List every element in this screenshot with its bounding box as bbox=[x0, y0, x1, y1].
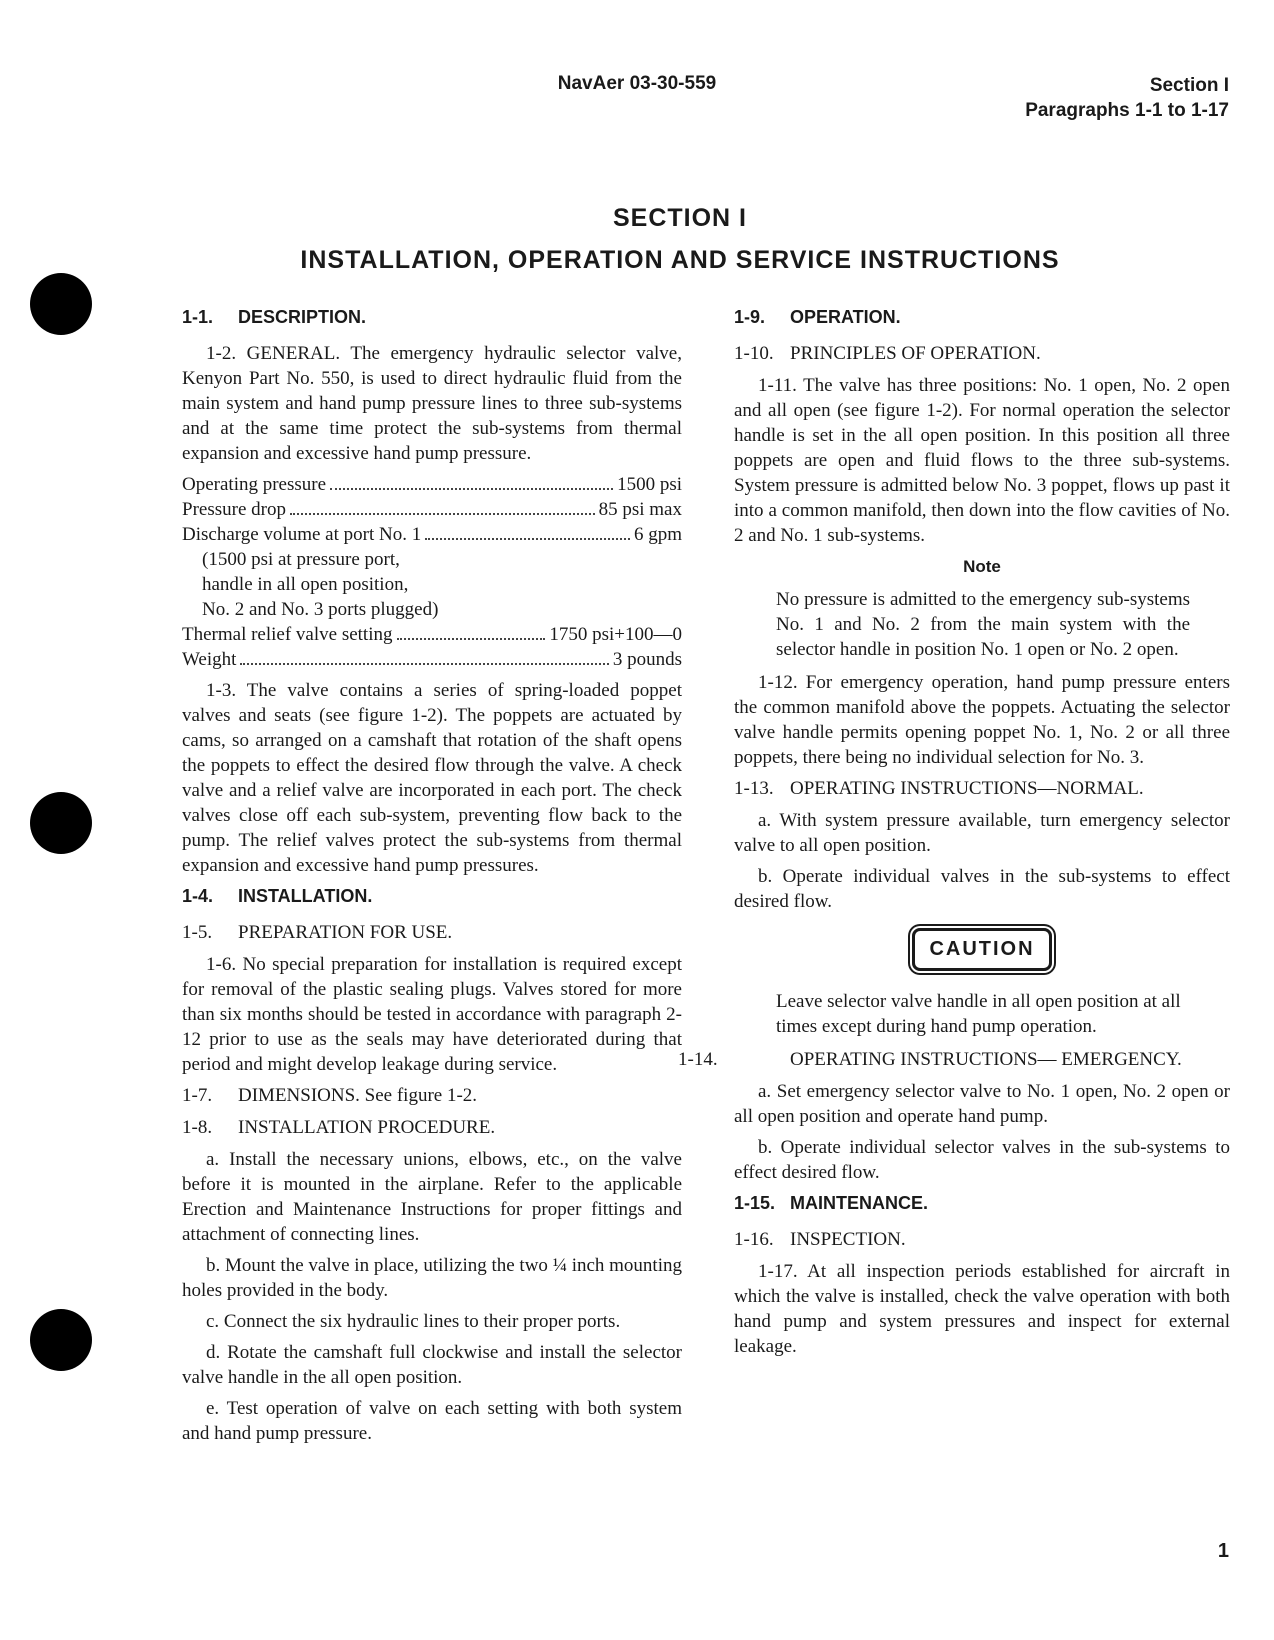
spec-row: Thermal relief valve setting 1750 psi+100—0 bbox=[182, 624, 682, 645]
paragraph-1-12: 1-12. For emergency operation, hand pump pressure enters the common manifold above the poppets. Actuating the selector valve handle permits opening poppet No. 1, No. 2 or all three poppets, there being no individual selection for No. 3. bbox=[734, 672, 1230, 768]
spec-row: Discharge volume at port No. 1 6 gpm bbox=[182, 524, 682, 545]
section-label: Section I bbox=[1149, 75, 1229, 96]
paragraph-range: Paragraphs 1-1 to 1-17 bbox=[1025, 100, 1229, 121]
normal-step-b: b. Operate individual valves in the sub-systems to effect desired flow. bbox=[734, 866, 1230, 912]
section-title: SECTION I bbox=[612, 204, 747, 232]
heading-1-10: 1-10. PRINCIPLES OF OPERATION. bbox=[734, 343, 1041, 364]
spec-list bbox=[182, 472, 682, 672]
paragraph-1-17: 1-17. At all inspection periods established for aircraft in which the valve is installed, check the valve operation with both hand pump and system pressures and inspect for external leakage. bbox=[734, 1261, 1230, 1357]
spec-note: handle in all open position, bbox=[202, 574, 409, 595]
procedure-step-b: b. Mount the valve in place, utilizing the two ¼ inch mounting holes provided in the body. bbox=[182, 1255, 682, 1301]
paragraph-1-3: 1-3. The valve contains a series of spring-loaded poppet valves and seats (see figure 1-2). The poppets are actuated by cams, so arranged on a camshaft that rotation of the shaft opens the poppets to effect the desired flow through the valve. A check valve and a relief valve are incorporated in each port. The check valves close off each sub-system, preventing flow back to the pump. The relief valves protect the sub-systems from thermal expansion and excessive hand pump pressures. bbox=[182, 680, 682, 876]
heading-1-16: 1-16. INSPECTION. bbox=[734, 1229, 906, 1250]
procedure-step-d: d. Rotate the camshaft full clockwise and install the selector valve handle in the all open position. bbox=[182, 1342, 682, 1388]
paragraph-1-2: 1-2. GENERAL. The emergency hydraulic selector valve, Kenyon Part No. 550, is used to direct hydraulic fluid from the main system and hand pump pressure lines to three sub-systems and at the same time protect the sub-systems from thermal expansion and excessive hand pump pressure. bbox=[182, 343, 682, 464]
section-reference bbox=[1025, 73, 1229, 123]
procedure-step-e: e. Test operation of valve on each setting with both system and hand pump pressure. bbox=[182, 1398, 682, 1444]
spec-row: Weight 3 pounds bbox=[182, 649, 682, 670]
spec-row: Operating pressure 1500 psi bbox=[182, 474, 682, 495]
binder-hole-bottom bbox=[30, 1309, 92, 1371]
heading-1-1: 1-1. DESCRIPTION. bbox=[182, 307, 367, 327]
right-column bbox=[678, 305, 1230, 1365]
note-title: Note bbox=[963, 557, 1001, 576]
doc-number: NavAer 03-30-559 bbox=[557, 73, 717, 94]
note-text: No pressure is admitted to the emergency sub-systems No. 1 and No. 2 from the main system with the selector handle in position No. 1 open or No. 2 open. bbox=[776, 589, 1190, 660]
heading-1-14: 1-14. OPERATING INSTRUCTIONS— EMERGENCY. bbox=[678, 1049, 1182, 1070]
emergency-step-b: b. Operate individual selector valves in the sub-systems to effect desired flow. bbox=[734, 1137, 1230, 1183]
heading-1-4: 1-4. INSTALLATION. bbox=[182, 886, 373, 906]
paragraph-1-11: 1-11. The valve has three positions: No. 1 open, No. 2 open and all open (see figure 1-2). For normal operation the selector handle is set in the all open position. In this position all three poppets are open and fluid flows to the three sub-systems. System pressure is admitted below No. 3 poppet, flows up past it into a common manifold, then down into the flow cavities of No. 2 and No. 1 sub-systems. bbox=[734, 375, 1230, 546]
heading-1-9: 1-9. OPERATION. bbox=[734, 307, 901, 327]
caution-banner bbox=[734, 928, 1230, 971]
left-column bbox=[182, 305, 682, 1452]
heading-1-15: 1-15. MAINTENANCE. bbox=[734, 1193, 928, 1213]
section-subtitle: INSTALLATION, OPERATION AND SERVICE INSTRUCTIONS bbox=[300, 246, 1060, 274]
procedure-step-a: a. Install the necessary unions, elbows, etc., on the valve before it is mounted in the airplane. Refer to the applicable Erection and Maintenance Instructions for proper fittings and attachment of connecting lines. bbox=[182, 1149, 682, 1245]
binder-hole-middle bbox=[30, 792, 92, 854]
procedure-step-c: c. Connect the six hydraulic lines to their proper ports. bbox=[206, 1311, 621, 1332]
emergency-step-a: a. Set emergency selector valve to No. 1 open, No. 2 open or all open position and operate hand pump. bbox=[734, 1081, 1230, 1127]
caution-text: Leave selector valve handle in all open position at all times except during hand pump operation. bbox=[776, 991, 1181, 1037]
normal-step-a: a. With system pressure available, turn emergency selector valve to all open position. bbox=[734, 810, 1230, 856]
paragraph-1-6: 1-6. No special preparation for installation is required except for removal of the plastic sealing plugs. Valves stored for more than six months should be tested in accordance with paragraph 2-12 prior to use as the seals may have deteriorated during that period and might develop leakage during service. bbox=[182, 954, 682, 1075]
caution-label: CAUTION bbox=[912, 928, 1051, 971]
heading-1-5: 1-5. PREPARATION FOR USE. bbox=[182, 922, 453, 943]
page-number: 1 bbox=[1217, 1540, 1229, 1562]
spec-row: Pressure drop 85 psi max bbox=[182, 499, 682, 520]
heading-1-8: 1-8. INSTALLATION PROCEDURE. bbox=[182, 1117, 496, 1138]
heading-1-13: 1-13. OPERATING INSTRUCTIONS—NORMAL. bbox=[734, 778, 1144, 799]
heading-1-7: 1-7. DIMENSIONS. See figure 1-2. bbox=[182, 1085, 478, 1106]
binder-hole-top bbox=[30, 273, 92, 335]
spec-note: No. 2 and No. 3 ports plugged) bbox=[202, 599, 439, 620]
spec-note: (1500 psi at pressure port, bbox=[202, 549, 400, 570]
